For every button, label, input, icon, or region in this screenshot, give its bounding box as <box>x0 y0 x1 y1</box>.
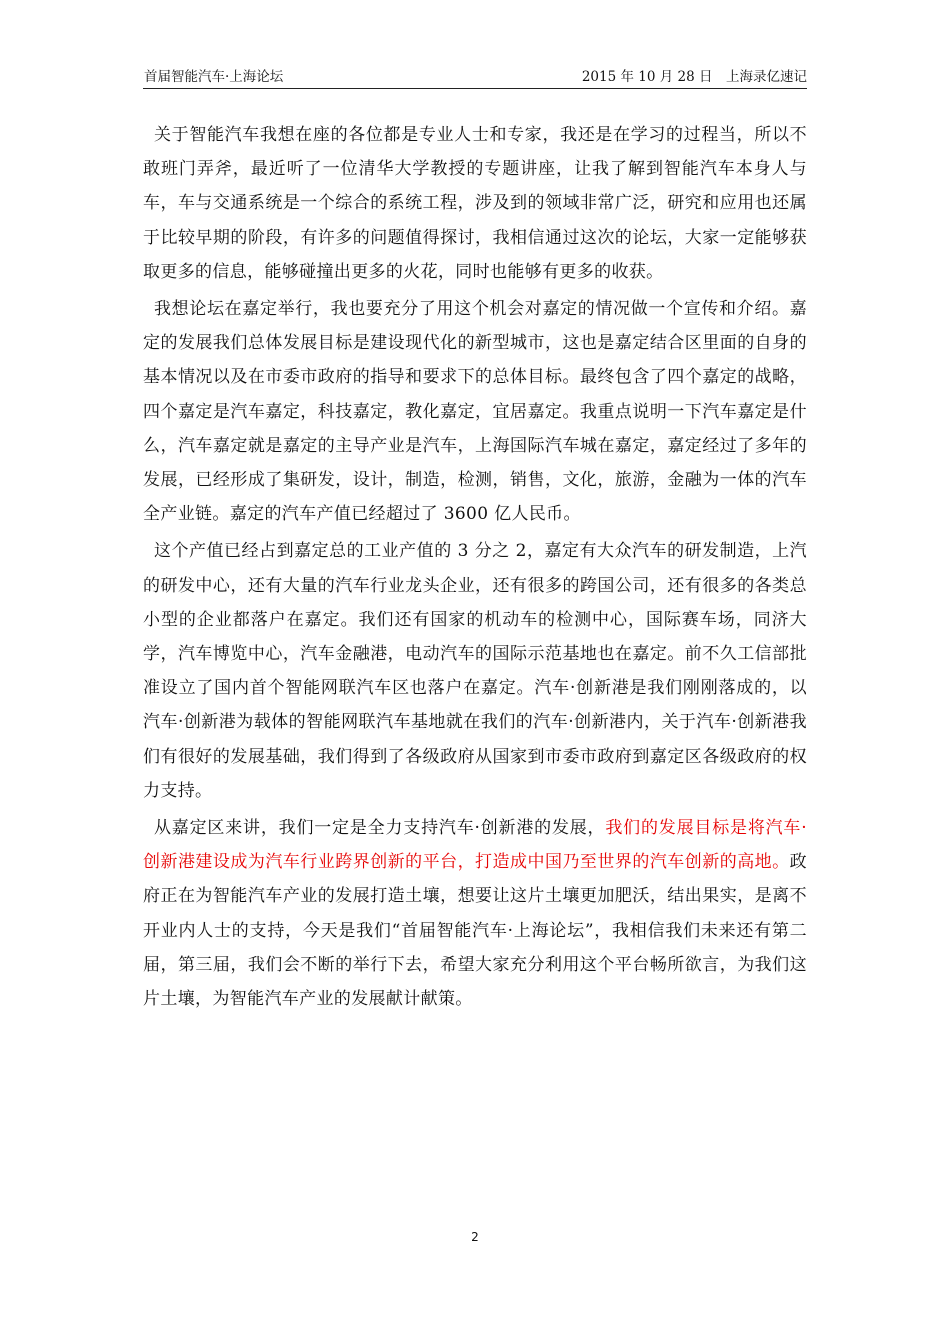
header-title: 首届智能汽车·上海论坛 <box>144 69 284 85</box>
paragraph-1: 关于智能汽车我想在座的各位都是专业人士和专家，我还是在学习的过程当，所以不敢班门弄斧，最近听了一位清华大学教授的专题讲座，让我了解到智能汽车本身人与车，车与交通系统是一个综合的系统工程，涉及到的领域非常广泛，研究和应用也还属于比较早期的阶段，有许多的问题值得探讨，我相信通过这次的论坛，大家一定能够获取更多的信息，能够碰撞出更多的火花，同时也能够有更多的收获。 <box>143 125 807 282</box>
paragraph-4-rest: 政府正在为智能汽车产业的发展打造土壤，想要让这片土壤更加肥沃，结出果实，是离不开业内人士的支持，今天是我们“首届智能汽车·上海论坛”，我相信我们未来还有第二届，第三届，我们会不断的举行下去，希望大家充分利用这个平台畅所欲言，为我们这片土壤，为智能汽车产业的发展献计献策。 <box>143 852 807 1010</box>
header-date-source: 2015 年 10 月 28 日 上海录亿速记 <box>581 69 807 85</box>
paragraph-4 <box>143 811 807 1016</box>
paragraph-4-intro: 从嘉定区来讲，我们一定是全力支持汽车·创新港的发展， <box>154 818 606 839</box>
page-number: 2 <box>471 1230 479 1244</box>
highlighted-goal-text: 我们的发展目标是将汽车·创新港建设成为汽车行业跨界创新的平台，打造成中国乃至世界的汽车创新的高地。 <box>143 818 807 873</box>
page-header <box>143 66 807 89</box>
paragraph-3: 这个产值已经占到嘉定总的工业产值的 3 分之 2，嘉定有大众汽车的研发制造，上汽的研发中心，还有大量的汽车行业龙头企业，还有很多的跨国公司，还有很多的各类总小型的企业都落户在嘉定。我们还有国家的机动车的检测中心，国际赛车场，同济大学，汽车博览中心，汽车金融港，电动汽车的国际示范基地也在嘉定。前不久工信部批准设立了国内首个智能网联汽车区也落户在嘉定。汽车·创新港是我们刚刚落成的，以汽车·创新港为载体的智能网联汽车基地就在我们的汽车·创新港内，关于汽车·创新港我们有很好的发展基础，我们得到了各级政府从国家到市委市政府到嘉定区各级政府的权力支持。 <box>143 541 807 801</box>
document-body <box>143 118 807 1019</box>
paragraph-2: 我想论坛在嘉定举行，我也要充分了用这个机会对嘉定的情况做一个宣传和介绍。嘉定的发展我们总体发展目标是建设现代化的新型城市，这也是嘉定结合区里面的自身的基本情况以及在市委市政府的指导和要求下的总体目标。最终包含了四个嘉定的战略，四个嘉定是汽车嘉定，科技嘉定，教化嘉定，宜居嘉定。我重点说明一下汽车嘉定是什么，汽车嘉定就是嘉定的主导产业是汽车，上海国际汽车城在嘉定，嘉定经过了多年的发展，已经形成了集研发，设计，制造，检测，销售，文化，旅游，金融为一体的汽车全产业链。嘉定的汽车产值已经超过了 3600 亿人民币。 <box>143 299 807 525</box>
